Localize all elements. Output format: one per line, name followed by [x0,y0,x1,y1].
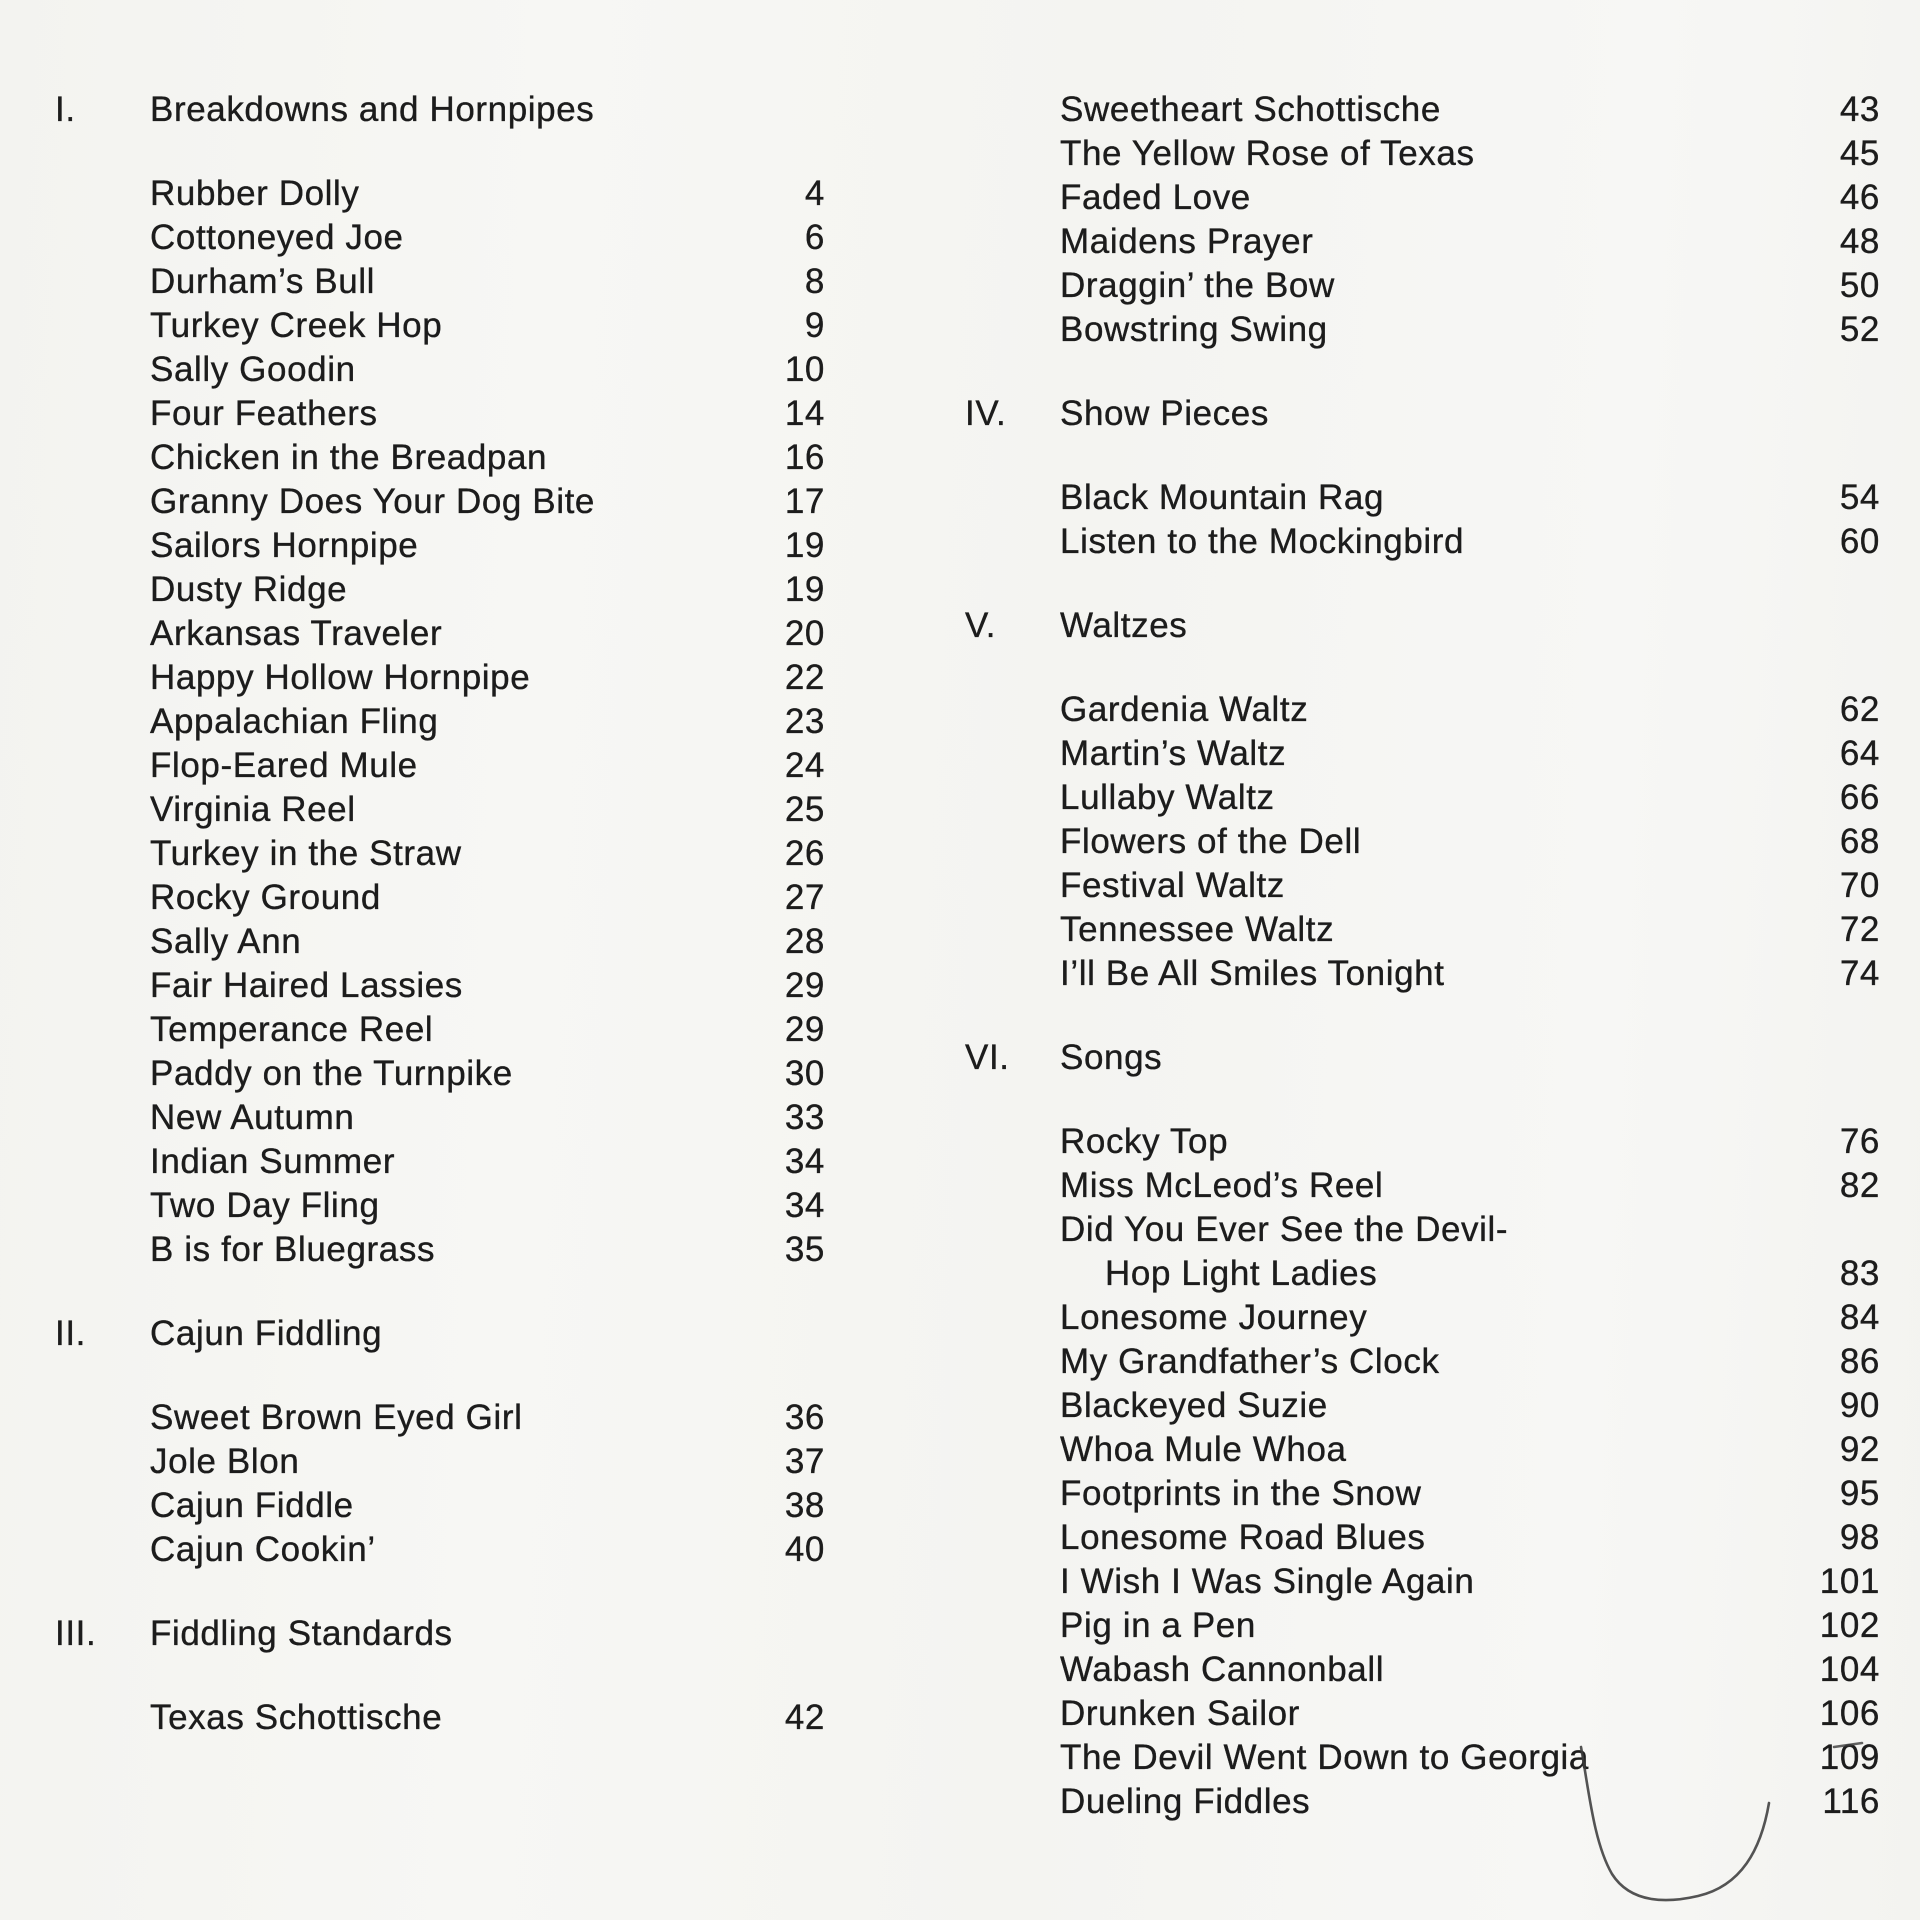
toc-entry [40,1052,825,1096]
toc-entry [950,1208,1880,1252]
toc-entry [40,788,825,832]
entry-page-number: 16 [784,438,825,477]
entry-page-number: 116 [1822,1782,1880,1821]
entry-page-number: 22 [784,658,825,697]
entry-page-number: 84 [1839,1298,1880,1337]
toc-entry [950,820,1880,864]
section-numeral: V. [965,606,997,645]
entry-title: Martin’s Waltz [1060,734,1287,773]
toc-entry [40,1228,825,1272]
entry-title: Lullaby Waltz [1060,778,1275,817]
entry-title-line2: Hop Light Ladies [1105,1254,1378,1293]
toc-entry [40,524,825,568]
entry-page-number: 40 [784,1530,825,1569]
section-numeral: II. [55,1314,86,1353]
entry-title: Lonesome Road Blues [1060,1518,1426,1557]
entry-page-number: 10 [784,350,825,389]
entry-title: New Autumn [150,1098,355,1137]
toc-entry [40,700,825,744]
entry-title: Durham’s Bull [150,262,376,301]
entry-title: Miss McLeod’s Reel [1060,1166,1384,1205]
entry-page-number: 68 [1839,822,1880,861]
toc-entry [40,1096,825,1140]
entry-title: Cajun Cookin’ [150,1530,376,1569]
entry-page-number: 37 [784,1442,825,1481]
section-header-row [950,392,1880,436]
toc-entry [950,220,1880,264]
entry-page-number: 86 [1839,1342,1880,1381]
entry-title: Festival Waltz [1060,866,1285,905]
entry-title: Tennessee Waltz [1060,910,1335,949]
entry-page-number: 19 [784,570,825,609]
entry-title: Lonesome Journey [1060,1298,1368,1337]
entry-page-number: 45 [1839,134,1880,173]
toc-entry [40,1396,825,1440]
entry-title: Rocky Ground [150,878,381,917]
entry-page-number: 102 [1819,1606,1880,1645]
section-title: Fiddling Standards [150,1614,453,1653]
section-title: Songs [1060,1038,1163,1077]
entry-page-number: 33 [784,1098,825,1137]
entry-page-number: 52 [1839,310,1880,349]
entry-title: Granny Does Your Dog Bite [150,482,595,521]
entry-page-number: 6 [804,218,825,257]
entry-title: Four Feathers [150,394,378,433]
toc-entry [40,832,825,876]
entry-page-number: 4 [804,174,825,213]
section-header-row [40,1312,825,1356]
entry-page-number: 20 [784,614,825,653]
entry-title: Blackeyed Suzie [1060,1386,1328,1425]
toc-entry [40,1440,825,1484]
toc-entry [40,216,825,260]
toc-entry [40,1484,825,1528]
entry-page-number: 70 [1839,866,1880,905]
entry-page-number: 38 [784,1486,825,1525]
toc-entry [950,1384,1880,1428]
entry-page-number: 95 [1839,1474,1880,1513]
entry-page-number: 101 [1819,1562,1880,1601]
entry-title: B is for Bluegrass [150,1230,436,1269]
entry-title: Black Mountain Rag [1060,478,1385,517]
entry-title: Drunken Sailor [1060,1694,1300,1733]
toc-section [950,88,1880,352]
toc-entry [950,308,1880,352]
section-header-row [40,1612,825,1656]
toc-entry [950,1120,1880,1164]
toc-entry [950,520,1880,564]
toc-entry [40,1528,825,1572]
entry-page-number: 104 [1819,1650,1880,1689]
entry-title: Happy Hollow Hornpipe [150,658,531,697]
entry-title: Whoa Mule Whoa [1060,1430,1347,1469]
entry-page-number: 9 [804,306,825,345]
toc-entry [950,1516,1880,1560]
entry-page-number: 28 [784,922,825,961]
toc-entry [950,1296,1880,1340]
entry-title: Draggin’ the Bow [1060,266,1335,305]
entry-title: Bowstring Swing [1060,310,1328,349]
entry-page-number: 42 [784,1698,825,1737]
entry-page-number: 54 [1839,478,1880,517]
entry-page-number: 66 [1839,778,1880,817]
entry-page-number: 29 [784,1010,825,1049]
entry-page-number: 30 [784,1054,825,1093]
section-title: Breakdowns and Hornpipes [150,90,595,129]
toc-entry [950,732,1880,776]
entry-title: Temperance Reel [150,1010,434,1049]
entry-title: Dusty Ridge [150,570,348,609]
entry-page-number: 98 [1839,1518,1880,1557]
entry-page-number: 48 [1839,222,1880,261]
entry-page-number: 34 [784,1186,825,1225]
section-numeral: IV. [965,394,1007,433]
entry-title: Indian Summer [150,1142,396,1181]
entry-title: Sailors Hornpipe [150,526,419,565]
entry-page-number: 26 [784,834,825,873]
entry-title: Cajun Fiddle [150,1486,354,1525]
section-header-row [40,88,825,132]
toc-entry [950,476,1880,520]
toc-column-left [40,0,825,1740]
entry-title: Flop-Eared Mule [150,746,418,785]
entry-title: I’ll Be All Smiles Tonight [1060,954,1445,993]
entry-page-number: 17 [784,482,825,521]
entry-title: Flowers of the Dell [1060,822,1362,861]
entry-title: Turkey Creek Hop [150,306,443,345]
toc-entry [950,908,1880,952]
toc-entry [950,88,1880,132]
toc-entry [950,1472,1880,1516]
entry-title: Fair Haired Lassies [150,966,463,1005]
section-title: Cajun Fiddling [150,1314,383,1353]
entry-title: Footprints in the Snow [1060,1474,1422,1513]
section-title: Waltzes [1060,606,1188,645]
toc-entry [40,568,825,612]
entry-title: Dueling Fiddles [1060,1782,1311,1821]
entry-page-number: 23 [784,702,825,741]
toc-section [40,1612,825,1740]
entry-title: The Yellow Rose of Texas [1060,134,1475,173]
toc-entry [950,952,1880,996]
entry-page-number: 50 [1839,266,1880,305]
toc-entry [40,304,825,348]
toc-entry [950,1560,1880,1604]
entry-title: Arkansas Traveler [150,614,443,653]
toc-entry [40,260,825,304]
entry-page-number: 34 [784,1142,825,1181]
entry-page-number: 83 [1839,1254,1880,1293]
toc-entry [40,172,825,216]
entry-page-number: 24 [784,746,825,785]
entry-title: Listen to the Mockingbird [1060,522,1465,561]
entry-page-number: 64 [1839,734,1880,773]
entry-title: My Grandfather’s Clock [1060,1342,1440,1381]
toc-entry-continuation [950,1252,1880,1296]
entry-page-number: 60 [1839,522,1880,561]
entry-page-number: 82 [1839,1166,1880,1205]
toc-entry [950,264,1880,308]
toc-section [950,1036,1880,1824]
toc-entry [40,744,825,788]
section-numeral: VI. [965,1038,1010,1077]
entry-title: I Wish I Was Single Again [1060,1562,1475,1601]
entry-page-number: 109 [1819,1738,1880,1777]
entry-page-number: 92 [1839,1430,1880,1469]
entry-title: Did You Ever See the Devil- [1060,1210,1509,1249]
toc-entry [40,612,825,656]
entry-page-number: 19 [784,526,825,565]
entry-title: Jole Blon [150,1442,300,1481]
entry-title: Sweetheart Schottische [1060,90,1441,129]
entry-page-number: 14 [784,394,825,433]
entry-title: Chicken in the Breadpan [150,438,548,477]
toc-entry [950,132,1880,176]
entry-page-number: 25 [784,790,825,829]
entry-page-number: 8 [804,262,825,301]
toc-entry [40,1184,825,1228]
entry-title: Sweet Brown Eyed Girl [150,1398,523,1437]
entry-page-number: 27 [784,878,825,917]
toc-section [950,392,1880,564]
toc-entry [40,1140,825,1184]
toc-column-right [950,0,1880,1824]
entry-page-number: 29 [784,966,825,1005]
entry-page-number: 76 [1839,1122,1880,1161]
toc-entry [40,964,825,1008]
entry-title: Cottoneyed Joe [150,218,404,257]
entry-title: Maidens Prayer [1060,222,1314,261]
entry-title: Gardenia Waltz [1060,690,1309,729]
section-header-row [950,1036,1880,1080]
entry-title: Turkey in the Straw [150,834,462,873]
entry-title: Faded Love [1060,178,1251,217]
entry-title: Sally Goodin [150,350,356,389]
entry-page-number: 72 [1839,910,1880,949]
toc-section [40,88,825,1272]
entry-page-number: 46 [1839,178,1880,217]
toc-entry [40,392,825,436]
entry-title: Sally Ann [150,922,302,961]
toc-entry [950,1648,1880,1692]
entry-title: The Devil Went Down to Georgia [1060,1738,1589,1777]
toc-entry [950,1164,1880,1208]
entry-title: Appalachian Fling [150,702,439,741]
toc-section [950,604,1880,996]
toc-entry [950,1428,1880,1472]
section-numeral: I. [55,90,76,129]
entry-title: Two Day Fling [150,1186,380,1225]
toc-entry [40,1008,825,1052]
toc-entry [950,776,1880,820]
entry-title: Rocky Top [1060,1122,1229,1161]
toc-entry [950,1780,1880,1824]
entry-page-number: 106 [1819,1694,1880,1733]
toc-entry [950,1736,1880,1780]
toc-entry [40,436,825,480]
entry-page-number: 90 [1839,1386,1880,1425]
toc-section [40,1312,825,1572]
entry-page-number: 74 [1839,954,1880,993]
toc-entry [950,176,1880,220]
toc-entry [40,480,825,524]
entry-page-number: 43 [1839,90,1880,129]
section-numeral: III. [55,1614,97,1653]
entry-page-number: 62 [1839,690,1880,729]
entry-title: Pig in a Pen [1060,1606,1256,1645]
toc-entry [40,876,825,920]
entry-title: Paddy on the Turnpike [150,1054,513,1093]
section-header-row [950,604,1880,648]
toc-entry [40,348,825,392]
toc-entry [950,688,1880,732]
entry-title: Rubber Dolly [150,174,360,213]
entry-title: Texas Schottische [150,1698,443,1737]
entry-page-number: 35 [784,1230,825,1269]
toc-entry [40,656,825,700]
toc-entry [40,920,825,964]
toc-entry [40,1696,825,1740]
section-title: Show Pieces [1060,394,1269,433]
toc-entry [950,1340,1880,1384]
entry-title: Virginia Reel [150,790,356,829]
toc-entry [950,1692,1880,1736]
toc-entry [950,1604,1880,1648]
entry-page-number: 36 [784,1398,825,1437]
toc-entry [950,864,1880,908]
entry-title: Wabash Cannonball [1060,1650,1385,1689]
